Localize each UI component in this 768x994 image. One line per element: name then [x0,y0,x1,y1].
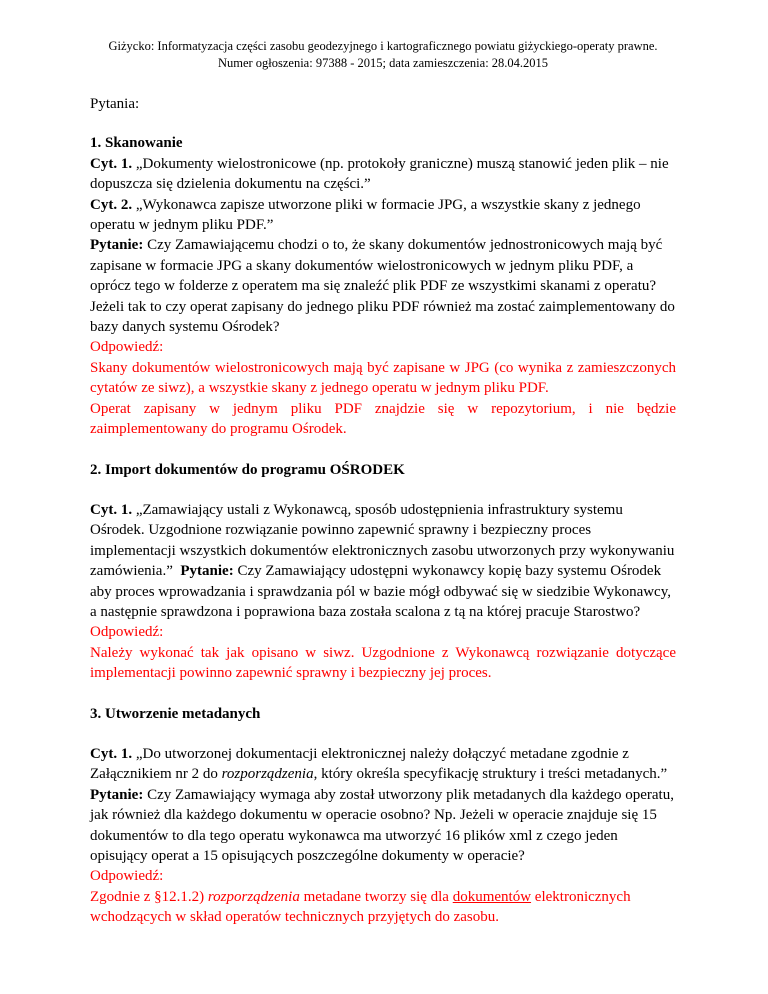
s2-question-text: Czy Zamawiający udostępni wykonawcy kopię bazy systemu Ośrodek aby proces wprowadzania i sprawdzania pól w bazie mógł odbywać się w siedzibie Wykonawcy, a następnie sprawdzona i poprawiona baza została scalona z tą na której pracuje Starostwo? [90,563,671,620]
s1-question-text: Czy Zamawiającemu chodzi o to, że skany dokumentów jednostronicowych mają być zapisane w formacie JPG a skany dokumentów wielostronicowych w jednym pliku PDF, a oprócz tego w folderze z operatem ma się znaleźć plik PDF ze wszystkimi skanami z operatu? Jeżeli tak to czy operat zapisany do jednego pliku PDF również ma zostać zaimplementowany do bazy danych systemu Ośrodek? [90,237,675,336]
s3-answer-italic: rozporządzenia [207,888,300,905]
section-1-title: 1. Skanowanie [90,135,183,152]
section-2-title: 2. Import dokumentów do programu OŚRODEK [90,461,405,478]
s1-answer-paragraph-2: Operat zapisany w jednym pliku PDF znajdzie się w repozytorium, i nie będzie zaimplementowany do programu Ośrodek. [90,400,676,438]
s3-answer-a: Zgodnie z §12.1.2) [90,888,208,905]
s3-quote-1 [90,744,676,785]
s3-answer-label: Odpowiedź: [90,868,164,885]
s1-question-label: Pytanie: [90,237,144,254]
s1-quote-1 [90,154,676,195]
s3-answer-c: elektronicznych wchodzących w skład operatów technicznych przyjętych do zasobu. [90,888,631,926]
s3-quote-1-text-a: „Do utworzonej dokumentacji elektronicznej należy dołączyć metadane zgodnie z Załącznikiem nr 2 do [90,745,629,783]
s3-quote-1-text-b: , który określa specyfikację struktury i treści metadanych.” [313,766,668,783]
s1-answer-label: Odpowiedź: [90,339,164,356]
section-scanning [90,133,676,439]
s1-answer-paragraph-1: Skany dokumentów wielostronicowych mają być zapisane w JPG (co wynika z zamieszczonych cytatów ze siwz), a wszystkie skany z jednego operatu w jednym pliku PDF. [90,359,676,397]
s3-quote-1-italic: rozporządzenia [221,766,314,783]
s3-question [90,785,676,867]
section-import [90,460,676,684]
s2-quote-and-question [90,500,676,622]
document-body [90,94,676,928]
s3-quote-1-label: Cyt. 1. [90,745,133,762]
header-line-2: Numer ogłoszenia: 97388 - 2015; data zamieszczenia: 28.04.2015 [217,56,549,70]
s1-quote-1-label: Cyt. 1. [90,155,133,172]
s2-quote-1-label: Cyt. 1. [90,501,133,518]
intro-label: Pytania: [90,96,140,112]
header-line-1: Giżycko: Informatyzacja części zasobu geodezyjnego i kartograficznego powiatu giżyckiego-operaty prawne. [108,39,658,53]
s2-answer-label: Odpowiedź: [90,624,164,641]
page-header [90,0,676,72]
s3-answer [90,887,676,928]
section-metadata [90,704,676,928]
s1-quote-2-label: Cyt. 2. [90,196,133,213]
s1-question [90,235,676,337]
s1-quote-2 [90,195,676,236]
s2-question-label: Pytanie: [180,563,234,580]
section-3-title: 3. Utworzenie metadanych [90,705,261,722]
s3-question-text: Czy Zamawiający wymaga aby został utworzony plik metadanych dla każdego operatu, jak również dla każdego dokumentu w operacie osobno? Np. Jeżeli w operacie znajduje się 15 dokumentów to dla tego operatu wykonawca ma utworzyć 16 plików xml z czego jeden opisujący operat a 15 opisujących poszczególne dokumenty w operacie? [90,786,674,864]
s3-answer-b: metadane tworzy się dla [299,888,453,905]
s2-quote-1-text: „Zamawiający ustali z Wykonawcą, sposób udostępnienia infrastruktury systemu Ośrodek. Uzgodnione rozwiązanie powinno zapewnić sprawny i bezpieczny proces implementacji wszystkich dokumentów elektronicznych zasobu utworzonych przy wykonywaniu zamówienia.” [90,501,675,580]
s1-quote-2-text: „Wykonawca zapisze utworzone pliki w formacie JPG, a wszystkie skany z jednego operatu w jednym pliku PDF.” [90,196,641,234]
s2-answer-text: Należy wykonać tak jak opisano w siwz. Uzgodnione z Wykonawcą rozwiązanie dotyczące implementacji powinno zapewnić sprawny i bezpieczny jej proces. [90,644,676,682]
s3-answer-underlined: dokumentów [452,888,532,905]
s3-question-label: Pytanie: [90,786,144,803]
s1-quote-1-text: „Dokumenty wielostronicowe (np. protokoły graniczne) muszą stanowić jeden plik – nie dopuszcza się dzielenia dokumentu na części.” [90,155,669,193]
